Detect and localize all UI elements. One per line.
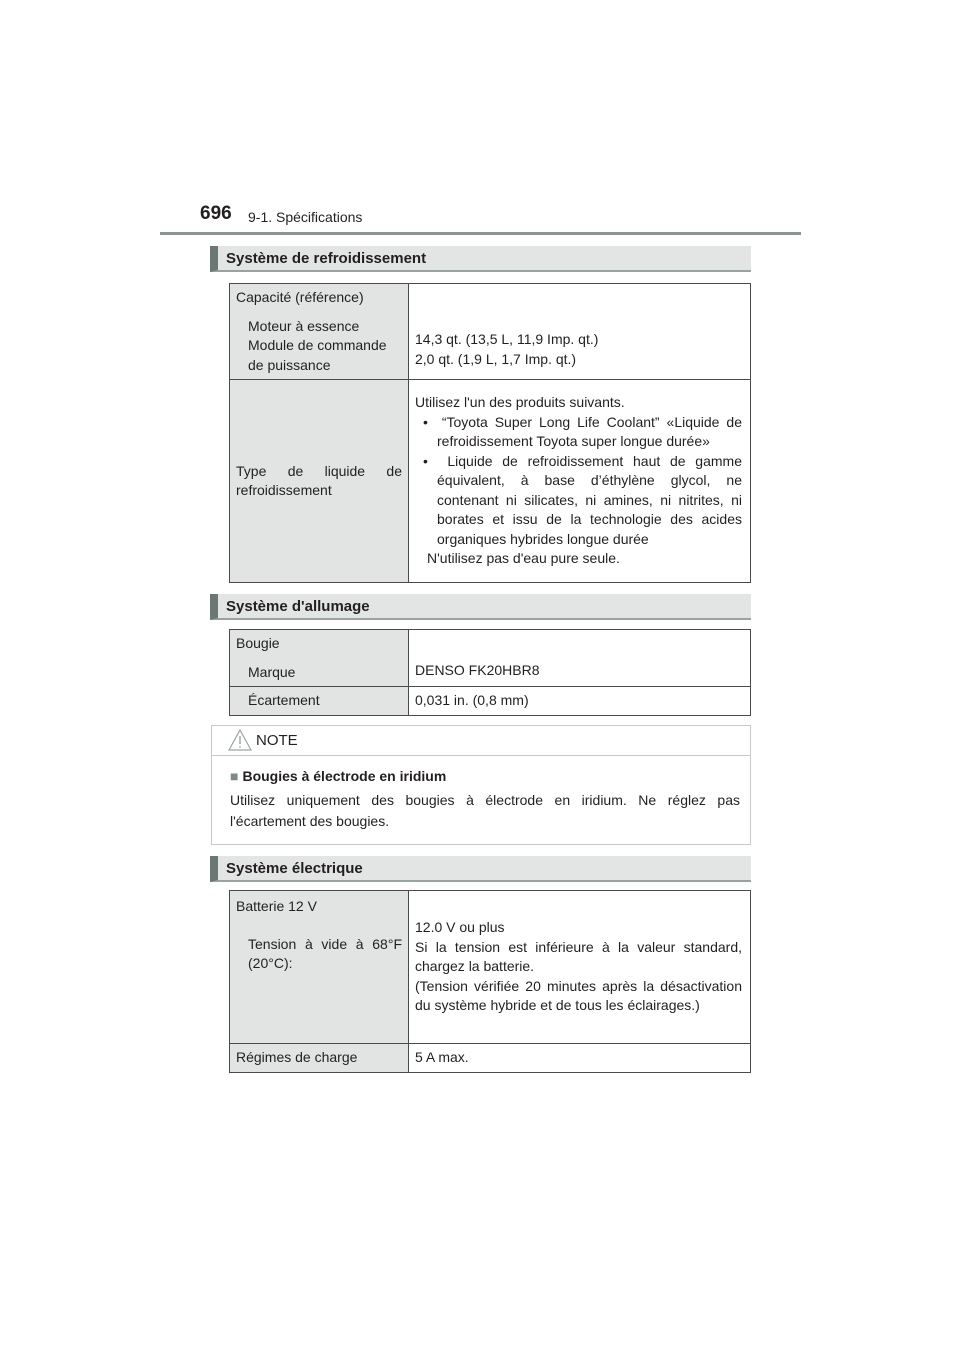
gap-label: Écartement xyxy=(248,692,320,708)
note-header xyxy=(212,726,750,756)
table-row xyxy=(230,380,751,583)
table-row xyxy=(230,1044,751,1073)
note-box xyxy=(211,725,751,845)
list-item: • Liquide de refroidissement haut de gamme équivalent, à base d’éthylène glycol, ne contenant ni silicates, ni amines, ni nitrites, ni borates et issu de la technologie des acides organiques hybrides longue durée xyxy=(423,452,742,547)
section-title-cooling: Système de refroidissement xyxy=(210,246,751,272)
note-subtitle-row xyxy=(230,768,446,784)
brand-value: DENSO FK20HBR8 xyxy=(415,662,540,679)
capacity-label-cell xyxy=(230,284,409,380)
charge-value-cell xyxy=(409,1044,751,1073)
spark-plug-label-cell xyxy=(230,630,409,687)
pcu-value: 2,0 qt. (1,9 L, 1,7 Imp. qt.) xyxy=(415,350,577,367)
section-title-electrical: Système électrique xyxy=(210,856,751,882)
coolant-note: N'utilisez pas d'eau pure seule. xyxy=(427,550,620,567)
gap-label-cell xyxy=(230,687,409,716)
chapter-title: 9-1. Spécifications xyxy=(248,209,363,225)
voltage-value: 12.0 V ou plus xyxy=(415,919,505,936)
voltage-note: (Tension vérifiée 20 minutes après la désactivation du système hybride et de tous les éclairages.) xyxy=(415,977,742,1014)
table-row xyxy=(230,687,751,716)
engine-label: Moteur à essence xyxy=(248,317,360,334)
section-title-ignition: Système d'allumage xyxy=(210,594,751,620)
charge-label: Régimes de charge xyxy=(236,1049,358,1065)
pcu-label: Module de commande de puissance xyxy=(248,337,387,373)
cooling-table xyxy=(229,283,751,583)
voltage-value-cell xyxy=(409,891,751,1044)
electrical-table xyxy=(229,890,751,1073)
capacity-value-cell xyxy=(409,284,751,380)
square-bullet-icon: ■ xyxy=(230,768,239,784)
battery-label-cell xyxy=(230,891,409,1044)
battery-label: Batterie 12 V xyxy=(236,898,317,914)
spark-plug-label: Bougie xyxy=(236,635,280,651)
table-row xyxy=(230,284,751,380)
voltage-hint: Si la tension est inférieure à la valeur standard, chargez la batterie. xyxy=(415,938,742,975)
brand-label: Marque xyxy=(248,663,296,680)
ignition-table xyxy=(229,629,751,716)
charge-label-cell xyxy=(230,1044,409,1073)
voltage-label: Tension à vide à 68°F (20°C): xyxy=(248,935,402,971)
coolant-type-label: Type de liquide de refroidissement xyxy=(236,462,402,498)
table-row xyxy=(230,891,751,1044)
capacity-label: Capacité (référence) xyxy=(236,289,364,305)
page-number: 696 xyxy=(200,203,232,224)
engine-value: 14,3 qt. (13,5 L, 11,9 Imp. qt.) xyxy=(415,331,599,347)
warning-icon xyxy=(228,729,252,751)
coolant-bullet-1: “Toyota Super Long Life Coolant” «Liquide de refroidissement Toyota super longue durée» xyxy=(437,413,742,450)
coolant-intro: Utilisez l'un des produits suivants. xyxy=(415,394,625,411)
charge-value: 5 A max. xyxy=(415,1049,469,1065)
header-divider xyxy=(160,232,801,235)
coolant-type-value-cell xyxy=(409,380,751,583)
coolant-type-label-cell xyxy=(230,380,409,583)
table-row xyxy=(230,630,751,687)
note-title: NOTE xyxy=(256,732,298,749)
list-item: • “Toyota Super Long Life Coolant” «Liquide de refroidissement Toyota super longue durée» xyxy=(423,413,742,450)
gap-value: 0,031 in. (0,8 mm) xyxy=(415,692,529,708)
note-body: Utilisez uniquement des bougies à électrode en iridium. Ne réglez pas l'écartement des bougies. xyxy=(230,792,740,829)
note-subtitle: Bougies à électrode en iridium xyxy=(242,768,447,784)
brand-value-cell xyxy=(409,630,751,687)
gap-value-cell xyxy=(409,687,751,716)
coolant-bullet-2: Liquide de refroidissement haut de gamme équivalent, à base d’éthylène glycol, ne contenant ni silicates, ni amines, ni nitrites, ni borates et issu de la technologie des acides organiques hybrides longue durée xyxy=(437,452,742,547)
